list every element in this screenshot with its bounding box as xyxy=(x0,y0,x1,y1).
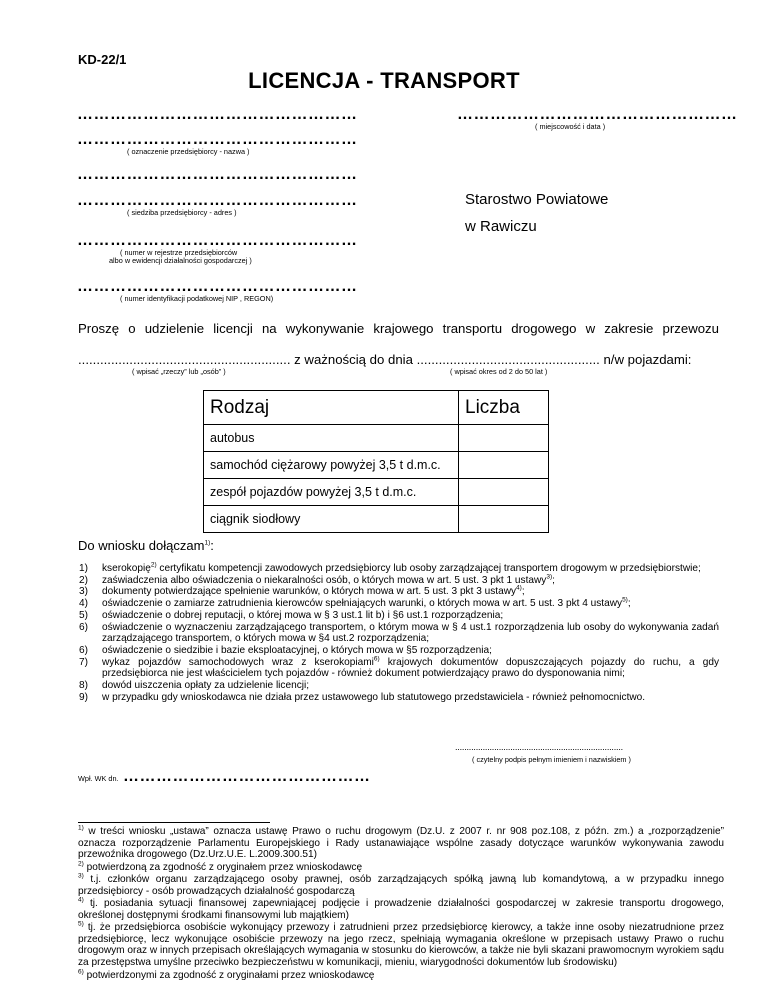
item-number: 6) xyxy=(79,621,88,633)
received-label: Wpł. WK dn. xyxy=(78,774,119,783)
item-text-rest: certyfikatu kompetencji zawodowych przedsiębiorcy lub osoby zarządzającej transportem drogowym w przedsiębiorstwie; xyxy=(156,563,701,574)
applicant-name-field[interactable]: …………………………………………… xyxy=(77,131,358,148)
item-number: 7) xyxy=(79,656,88,668)
applicant-line-3[interactable]: …………………………………………… xyxy=(77,166,358,183)
table-row xyxy=(204,452,549,479)
footnote-mark: 6) xyxy=(78,968,84,976)
applicant-name-caption: ( oznaczenie przedsiębiorcy - nazwa ) xyxy=(127,147,250,156)
item-number: 3) xyxy=(79,586,88,598)
item-footnote-mark: 6) xyxy=(373,655,380,663)
place-date-caption: ( miejscowość i data ) xyxy=(535,122,606,131)
table-row xyxy=(204,479,549,506)
footnote-text: w treści wniosku „ustawa” oznacza ustawę Prawo o ruchu drogowym (Dz.U. z 2007 r. nr 908 poz.108, z późn. zm.) a „rozporządzenie” oznacza rozporządzenie Parlamentu Europejskiego i Rady ustanawiające wspólne zasady dotyczące warunków wykonywania zawodu przewoźnika drogowego (Dz.Urz.U.E. L.2009.300.51) xyxy=(78,826,724,860)
signature-field[interactable]: ......................................................................... xyxy=(455,742,623,752)
footnote-text: tj. że przedsiębiorca osobiście wykonujący przewozy i zatrudnieni przez przedsiębiorcę kierowcy, a także inne osoby niezatrudnione przez przedsiębiorcę, lecz wykonujące osobiście przewozy na jego rzecz, spełniają wymagania określone w przepisach ustawy Prawo o ruchu drogowym oraz w innych przepisach określających wymagania w stosunku do kierowców, a także nie byli skazani prawomocnym wyrokiem sądu za przestępstwa umyślne przeciwko bezpieczeństwu w komunikacji, mieniu, wiarygodności dokumentów lub środowisku) xyxy=(78,922,724,968)
list-item xyxy=(79,610,719,622)
list-item xyxy=(79,692,719,704)
nip-regon-field[interactable]: …………………………………………… xyxy=(77,278,358,295)
item-text: dokumenty potwierdzające spełnienie warunków, o których mowa w art. 5 ust. 3 pkt 3 ustawy xyxy=(102,586,517,598)
attachments-heading-colon: : xyxy=(210,538,214,553)
item-text-rest: ; xyxy=(552,574,555,586)
vehicle-count-cell[interactable] xyxy=(459,506,549,533)
footnote-mark: 5) xyxy=(78,920,84,928)
footnote-separator xyxy=(78,822,270,823)
attachments-heading-text: Do wniosku dołączam xyxy=(78,538,205,553)
item-text-rest: ; xyxy=(521,586,525,598)
footnote-mark: 1) xyxy=(78,824,84,832)
list-item xyxy=(79,598,719,610)
list-item xyxy=(79,680,719,692)
list-item xyxy=(79,563,719,575)
item-number: 5) xyxy=(79,609,88,621)
register-caption-1: ( numer w rejestrze przedsiębiorców xyxy=(120,248,238,257)
list-item xyxy=(79,622,719,645)
attachments-heading xyxy=(78,538,214,553)
footnote-2 xyxy=(78,862,724,874)
request-text: Proszę o udzielenie licencji na wykonywanie krajowego transportu drogowego w zakresie przewozu xyxy=(78,321,719,336)
header-rodzaj: Rodzaj xyxy=(204,391,459,425)
vehicle-count-cell[interactable] xyxy=(459,452,549,479)
attachments-list xyxy=(79,563,719,703)
item-text: kserokopię xyxy=(102,563,151,574)
item-number: 8) xyxy=(79,680,88,692)
table-row xyxy=(204,425,549,452)
received-row xyxy=(78,768,371,786)
footnote-1 xyxy=(78,826,724,861)
item-text: oświadczenie o siedzibie i bazie eksploatacyjnej, o których mowa w §5 rozporządzenia; xyxy=(102,644,492,656)
item-number: 9) xyxy=(79,691,88,703)
vehicle-count-cell[interactable] xyxy=(459,425,549,452)
item-footnote-mark: 3) xyxy=(546,573,553,581)
footnote-3 xyxy=(78,874,724,897)
item-number: 1) xyxy=(79,563,88,574)
item-footnote-mark: 2) xyxy=(150,561,157,569)
footnote-text: t.j. członków organu zarządzającego osoby prawnej, osób zarządzających spółką jawną lub komandytową, a w przypadku innego przedsiębiorcy - osób prowadzących działalność gospodarczą xyxy=(78,874,724,897)
validity-label: z ważnością do dnia xyxy=(290,352,417,367)
item-text-rest: ; xyxy=(627,598,631,610)
footnote-5 xyxy=(78,922,724,968)
footnote-4 xyxy=(78,898,724,921)
validity-hint: ( wpisać okres od 2 do 50 lat ) xyxy=(450,367,548,376)
list-item xyxy=(79,645,719,657)
vehicles-table xyxy=(203,390,549,533)
attachments-heading-footnote-mark: 1) xyxy=(204,539,211,547)
form-code: KD-22/1 xyxy=(78,52,127,67)
vehicle-type: ciągnik siodłowy xyxy=(204,506,459,533)
item-number: 4) xyxy=(79,598,88,610)
footnote-text: potwierdzonymi za zgodność z oryginałami przez wnioskodawcę xyxy=(83,970,375,981)
signature-caption: ( czytelny podpis pełnym imieniem i nazwiskiem ) xyxy=(472,755,631,764)
item-number: 2) xyxy=(79,574,88,586)
applicant-line-1[interactable]: …………………………………………… xyxy=(77,106,358,123)
applicant-address-caption: ( siedziba przedsiębiorcy - adres ) xyxy=(127,208,237,217)
header-liczba: Liczba xyxy=(459,391,549,425)
vehicle-count-cell[interactable] xyxy=(459,479,549,506)
item-text-rest: krajowych dokumentów dopuszczających pojazdy do ruchu, a gdy przedsiębiorca nie jest właścicielem tych pojazdów - również dokument potwierdzający prawo do dysponowania nimi; xyxy=(102,656,719,680)
register-caption-2: albo w ewidencji działalności gospodarczej ) xyxy=(109,256,252,265)
item-text: dowód uiszczenia opłaty za udzielenie licencji; xyxy=(102,680,310,692)
applicant-address-field[interactable]: …………………………………………… xyxy=(77,192,358,209)
recipient-line-2: w Rawiczu xyxy=(465,218,537,235)
item-text: wykaz pojazdów samochodowych wraz z kserokopiami xyxy=(102,656,374,668)
item-text: oświadczenie o zamiarze zatrudnienia kierowców spełniających warunki, o których mowa w art. 5 ust. 3 pkt 4 ustawy xyxy=(102,598,623,610)
received-date-field[interactable]: ……………………………………… xyxy=(123,768,371,785)
list-item xyxy=(79,657,719,680)
recipient-line-1: Starostwo Powiatowe xyxy=(465,191,609,208)
footnote-text: potwierdzoną za zgodność z oryginałem przez wnioskodawcę xyxy=(83,862,363,873)
footnote-mark: 4) xyxy=(78,896,84,904)
validity-period-field[interactable]: .................................................. xyxy=(416,352,600,367)
item-text: w przypadku gdy wnioskodawca nie działa przez ustawowego lub statutowego przedstawiciela - również pełnomocnictwo. xyxy=(102,691,646,703)
footnote-6 xyxy=(78,970,724,982)
cargo-type-field[interactable]: .......................................................... xyxy=(78,352,291,367)
item-number: 6) xyxy=(79,644,88,656)
list-item xyxy=(79,575,719,587)
item-footnote-mark: 4) xyxy=(516,585,522,593)
item-text: oświadczenie o dobrej reputacji, o której mowa w § 3 ust.1 lit b) i §6 ust.1 rozporządzenia; xyxy=(102,609,504,621)
footnote-mark: 2) xyxy=(78,860,84,868)
vehicle-type: zespół pojazdów powyżej 3,5 t d.m.c. xyxy=(204,479,459,506)
place-date-field[interactable]: …………………………………………… xyxy=(457,106,738,123)
cargo-type-hint: ( wpisać „rzeczy” lub „osób” ) xyxy=(132,367,226,376)
page-title: LICENCJA - TRANSPORT xyxy=(248,68,520,93)
footnote-text: tj. posiadania sytuacji finansowej zapewniającej podjęcie i prowadzenie działalności gospodarczej w zakresie transportu drogowego, określonej dostępnymi środkami finansowymi lub majątkiem) xyxy=(78,898,724,921)
vehicle-type: autobus xyxy=(204,425,459,452)
item-text: zaświadczenia albo oświadczenia o niekaralności osób, o których mowa w art. 5 ust. 3 pkt 1 ustawy xyxy=(102,574,547,586)
vehicles-label: n/w pojazdami: xyxy=(599,352,692,367)
table-header-row xyxy=(204,391,549,425)
item-text: oświadczenie o wyznaczeniu zarządzającego transportem, o którym mowa w § 4 ust.1 rozporządzenia lub osoby do wykonywania zadań zarządzającego transportem, o których mowa w §4 ust.2 rozporządzenia; xyxy=(102,621,719,645)
item-footnote-mark: 5) xyxy=(622,596,628,604)
vehicle-type: samochód ciężarowy powyżej 3,5 t d.m.c. xyxy=(204,452,459,479)
request-line-2 xyxy=(78,352,719,367)
register-number-field[interactable]: …………………………………………… xyxy=(77,232,358,249)
table-row xyxy=(204,506,549,533)
nip-regon-caption: ( numer identyfikacji podatkowej NIP , REGON) xyxy=(120,294,274,303)
footnote-mark: 3) xyxy=(78,872,84,880)
